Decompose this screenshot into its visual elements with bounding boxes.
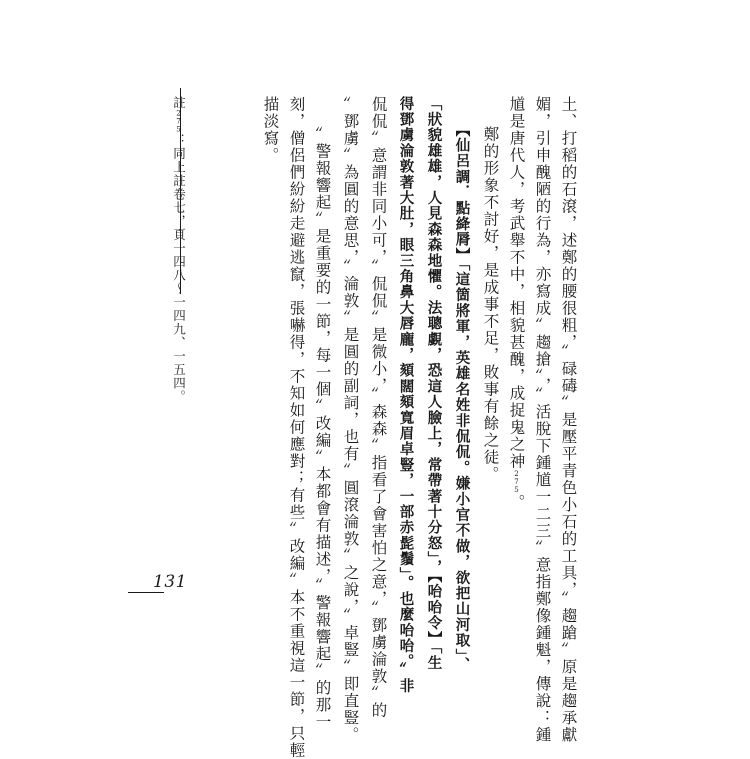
text-column-6: 「狀貌雄雄，人見森森地懼。法聰覷，恐這人臉上，常帶著十分怒」，【咍咍令】「生 bbox=[425, 96, 443, 671]
footnote-number: 275 bbox=[174, 109, 183, 134]
text-column-10: 〞警報響起〞是重要的一節，每一個〞改編〞本都會有描述，〞警報響起〞的那一 bbox=[313, 126, 332, 731]
full-stop: 。 bbox=[507, 494, 526, 511]
text-column-2: 媚，引申醜陋的行為，亦寫成〞趨搶〞，〞活脫下鍾馗一二三〞意指鄭像鍾魁，傳說：鍾 bbox=[533, 96, 552, 744]
footnote-text: ：同上註卷七，頁一四八～一四九、一五四。 bbox=[171, 133, 187, 404]
text-column-11: 刻，僧侶們紛紛走避逃竄，張嚇得，不知如何應對；有些〞改編〞本不重視這一節，只輕 bbox=[287, 96, 306, 759]
footnote-ref: 275 bbox=[512, 470, 521, 494]
text-column-7: 得鄧虜淪敦著大肚，眼三角鼻大唇龐，頦闊頦寬眉卓豎，一部赤髭鬚」。也麼咍咍。〞非 bbox=[397, 96, 415, 694]
text-column-9: 〞鄧虜〞為圓的意思，〞淪敦〞是圓的副詞，也有〞圓滾淪敦〞之說，〞卓豎〞即直豎。 bbox=[341, 96, 360, 744]
text-column-3-body: 馗是唐代人，考武舉不中，相貌甚醜，成捉鬼之神 bbox=[507, 96, 526, 470]
text-column-4: 鄭的形象不討好，是成事不足，敗事有餘之徒。 bbox=[481, 126, 500, 483]
footnote bbox=[172, 96, 185, 404]
text-column-5: 【仙呂調．點絳脣】「這箇將軍，英雄名姓非侃侃。嫌小官不做，欲把山河取」、 bbox=[453, 122, 471, 673]
text-column-12: 描淡寫。 bbox=[261, 96, 280, 164]
text-column-8: 侃侃〞意謂非同小可，〞侃侃〞是微小，〞森森〞指看了會害怕之意，〞鄧虜淪敦〞的 bbox=[369, 96, 388, 719]
page-number-rule bbox=[128, 592, 164, 593]
text-column-1: 土、打稻的石滾，述鄭的腰很粗，〞碌碡〞是壓平青色小石的工具，〞趨蹌〞原是趨承獻 bbox=[559, 96, 578, 744]
footnote-marker: 註 bbox=[171, 96, 187, 110]
page-number: 131 bbox=[153, 572, 187, 592]
text-column-3 bbox=[508, 96, 524, 511]
